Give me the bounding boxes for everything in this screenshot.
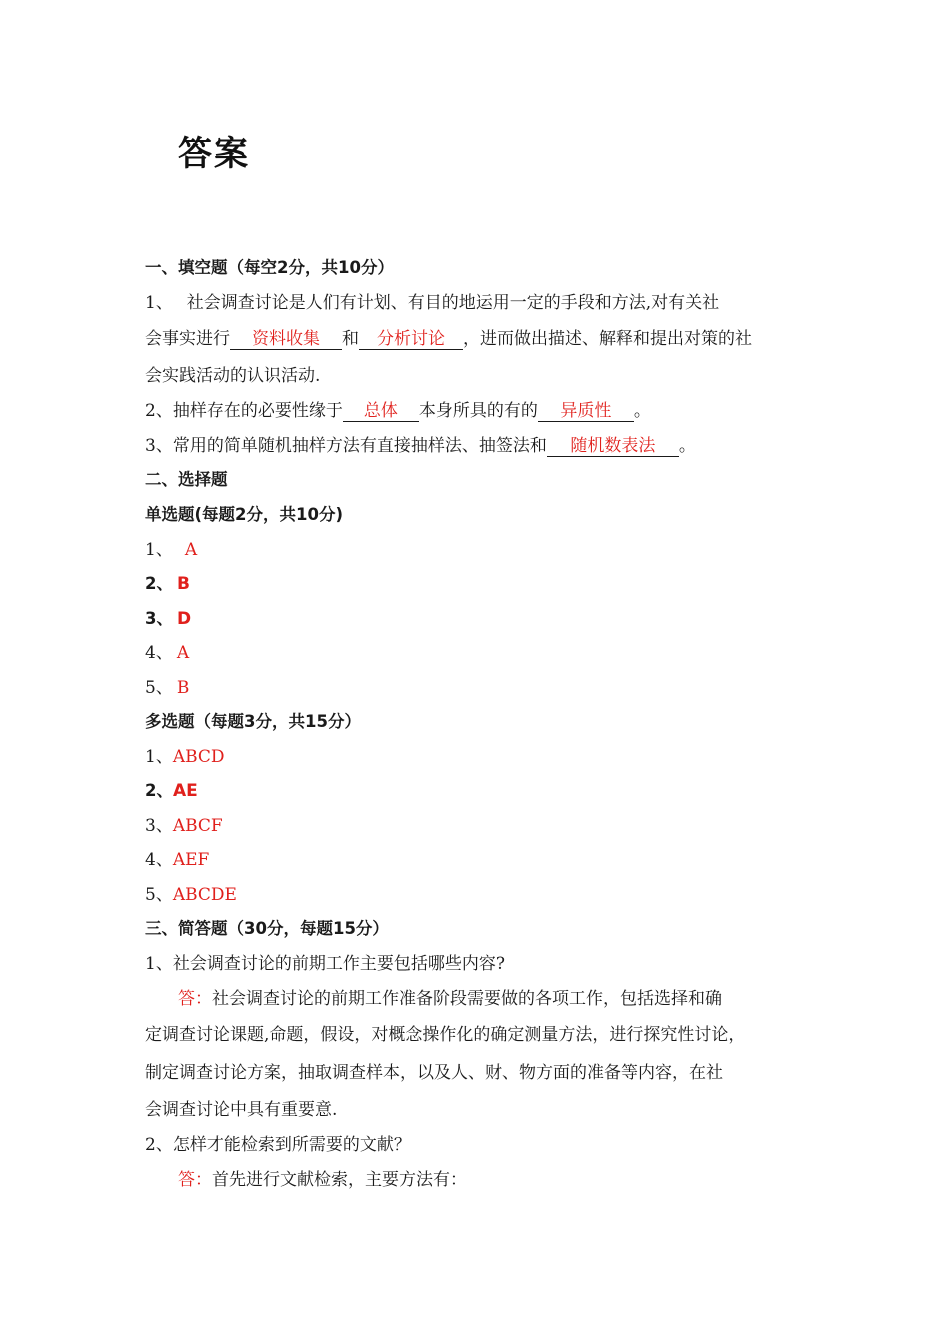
multi-item-num: 1、 — [145, 747, 173, 767]
single-item-num: 5、 — [145, 678, 173, 698]
single-item-answer: B — [176, 678, 190, 698]
s3-q1-answer-line1 — [145, 988, 858, 1010]
single-item-answer: A — [176, 643, 190, 663]
answer-text: 社会调查讨论的前期工作准备阶段需要做的各项工作，包括选择和确 — [212, 989, 722, 1009]
single-item-3 — [145, 608, 825, 630]
page-title: 答案 — [178, 134, 250, 174]
s1-q1-text-a: 会事实进行 — [145, 329, 230, 349]
s1-q2-text-b: 本身所具的有的 — [418, 401, 538, 421]
s1-q3-text-b: 。 — [678, 436, 696, 456]
single-item-num: 4、 — [145, 643, 173, 663]
multi-item-answer: AE — [172, 781, 198, 801]
single-item-answer: A — [184, 540, 198, 560]
section1-heading: 一、填空题（每空2分，共10分） — [145, 258, 394, 277]
answer-label: 答： — [178, 989, 212, 1009]
s1-q1-blank1: 资料收集 — [230, 329, 342, 350]
multi-item-3 — [145, 815, 825, 837]
s1-q2 — [145, 400, 825, 422]
single-item-1 — [145, 539, 825, 561]
multi-item-2 — [145, 780, 825, 802]
s1-q3-text-a: 3、常用的简单随机抽样方法有直接抽样法、抽签法和 — [145, 436, 547, 456]
single-item-num: 2、 — [145, 574, 173, 593]
s1-q3 — [145, 435, 825, 457]
s3-q2-question: 2、怎样才能检索到所需要的文献？ — [145, 1135, 411, 1155]
section2-heading: 二、选择题 — [145, 470, 228, 489]
s3-q2-answer-line1 — [145, 1169, 858, 1191]
answer-label: 答： — [178, 1170, 212, 1190]
multi-item-4 — [145, 849, 825, 871]
single-item-num: 1、 — [145, 540, 173, 560]
single-item-answer: D — [176, 609, 192, 629]
multi-item-num: 3、 — [145, 816, 173, 836]
multi-item-num: 5、 — [145, 885, 173, 905]
s1-q3-blank1: 随机数表法 — [547, 436, 679, 457]
s1-q1-text-b: 和 — [342, 329, 359, 349]
s1-q1-line1: 1、 社会调查讨论是人们有计划、有目的地运用一定的手段和方法,对有关社 — [145, 293, 720, 313]
s1-q1-line2 — [145, 328, 825, 350]
s3-q1-answer-line2: 定调查讨论课题,命题，假设，对概念操作化的确定测量方法，进行探究性讨论， — [145, 1025, 746, 1045]
s1-q2-blank1: 总体 — [343, 401, 419, 422]
s1-q1-text-c: ，进而做出描述、解释和提出对策的社 — [463, 329, 752, 349]
section3-heading: 三、简答题（30分，每题15分） — [145, 919, 389, 938]
single-item-5 — [145, 677, 825, 699]
multi-item-num: 4、 — [145, 850, 173, 870]
s3-q1-answer-line4: 会调查讨论中具有重要意. — [145, 1100, 338, 1120]
single-item-4 — [145, 642, 825, 664]
s1-q1-blank2: 分析讨论 — [359, 329, 463, 350]
single-choice-heading: 单选题(每题2分，共10分) — [145, 505, 344, 524]
multi-item-answer: ABCF — [172, 816, 223, 836]
s3-q1-answer-line3: 制定调查讨论方案，抽取调查样本，以及人、财、物方面的准备等内容，在社 — [145, 1063, 723, 1083]
single-item-2 — [145, 573, 825, 595]
s3-q1-question: 1、社会调查讨论的前期工作主要包括哪些内容? — [145, 954, 505, 974]
s1-q1-line3: 会实践活动的认识活动. — [145, 366, 321, 386]
single-item-answer: B — [176, 574, 190, 594]
s1-q2-blank2: 异质性 — [538, 401, 634, 422]
multi-item-num: 2、 — [145, 781, 173, 800]
multi-item-answer: AEF — [172, 850, 210, 870]
s1-q2-text-a: 2、抽样存在的必要性缘于 — [145, 401, 343, 421]
single-item-num: 3、 — [145, 609, 173, 628]
answer-text: 首先进行文献检索，主要方法有： — [212, 1170, 467, 1190]
multi-item-1 — [145, 746, 825, 768]
multi-item-5 — [145, 884, 825, 906]
s1-q2-text-c: 。 — [633, 401, 651, 421]
multi-item-answer: ABCDE — [172, 885, 237, 905]
multi-item-answer: ABCD — [172, 747, 225, 767]
multi-choice-heading: 多选题（每题3分，共15分） — [145, 712, 361, 731]
